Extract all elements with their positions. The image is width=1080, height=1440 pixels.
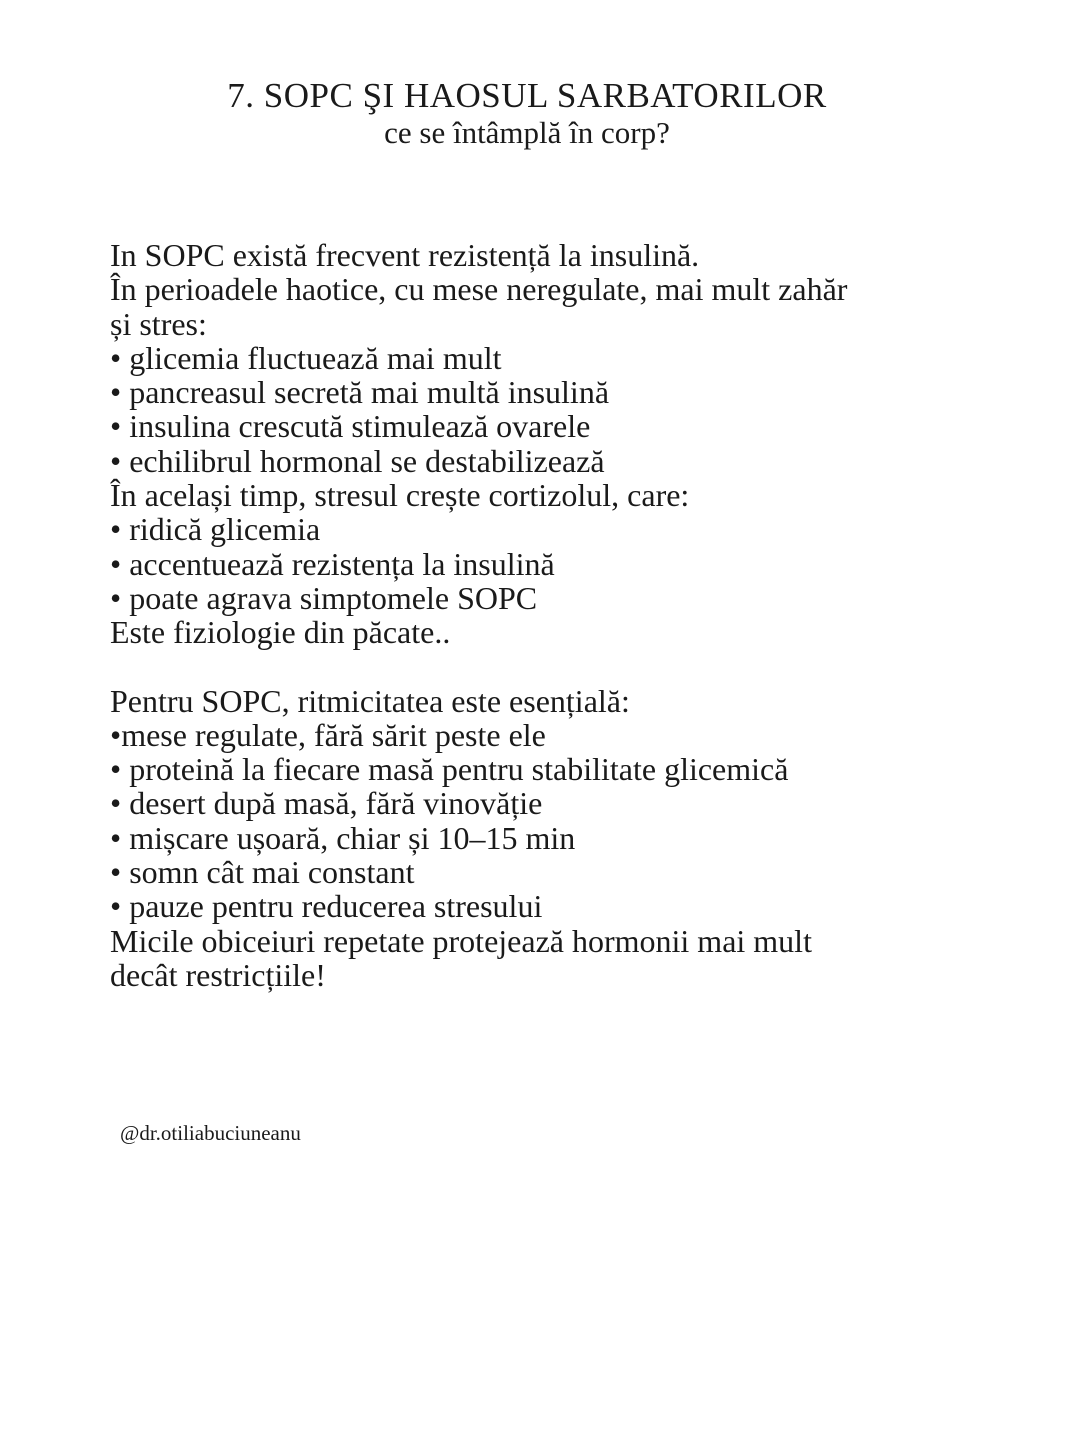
list-item: • proteină la fiecare masă pentru stabilitate glicemică <box>110 751 789 788</box>
section1-closing: Este fiziologie din păcate.. <box>110 614 451 651</box>
section2-closing-line1: Micile obiceiuri repetate protejează hormonii mai mult <box>110 922 812 959</box>
list-item: • poate agrava simptomele SOPC <box>110 579 538 616</box>
list-item: • insulina crescută stimulează ovarele <box>110 408 591 445</box>
list-item: • echilibrul hormonal se destabilizează <box>110 442 605 479</box>
body-text <box>110 238 990 992</box>
list-item: • accentuează rezistența la insulină <box>110 545 555 582</box>
section2-closing-line2: decât restricțiile! <box>110 956 326 993</box>
header <box>0 78 1054 150</box>
list-item: • somn cât mai constant <box>110 854 415 891</box>
section1-intro: In SOPC există frecvent rezistență la insulină. <box>110 237 700 273</box>
section2-intro: Pentru SOPC, ritmicitatea este esențială: <box>110 682 630 719</box>
list-item: • mișcare ușoară, chiar și 10–15 min <box>110 819 576 856</box>
section1-stress-intro: În același timp, stresul crește cortizolul, care: <box>110 477 690 514</box>
author-handle: @dr.otiliabuciuneanu <box>120 1121 301 1145</box>
list-item: • glicemia fluctuează mai mult <box>110 339 502 376</box>
section1-context-line2: și stres: <box>110 305 207 342</box>
paragraph-gap <box>110 650 990 684</box>
list-item: • ridică glicemia <box>110 511 321 548</box>
page-subtitle: ce se întâmplă în corp? <box>384 115 670 150</box>
list-item: • pauze pentru reducerea stresului <box>110 888 543 925</box>
page-title: 7. SOPC ŞI HAOSUL SARBATORILOR <box>227 76 827 115</box>
list-item: •mese regulate, fără sărit peste ele <box>110 716 546 753</box>
list-item: • pancreasul secretă mai multă insulină <box>110 374 610 411</box>
section1-context-line1: În perioadele haotice, cu mese neregulate, mai mult zahăr <box>110 271 848 308</box>
list-item: • desert după masă, fără vinovăție <box>110 785 543 822</box>
